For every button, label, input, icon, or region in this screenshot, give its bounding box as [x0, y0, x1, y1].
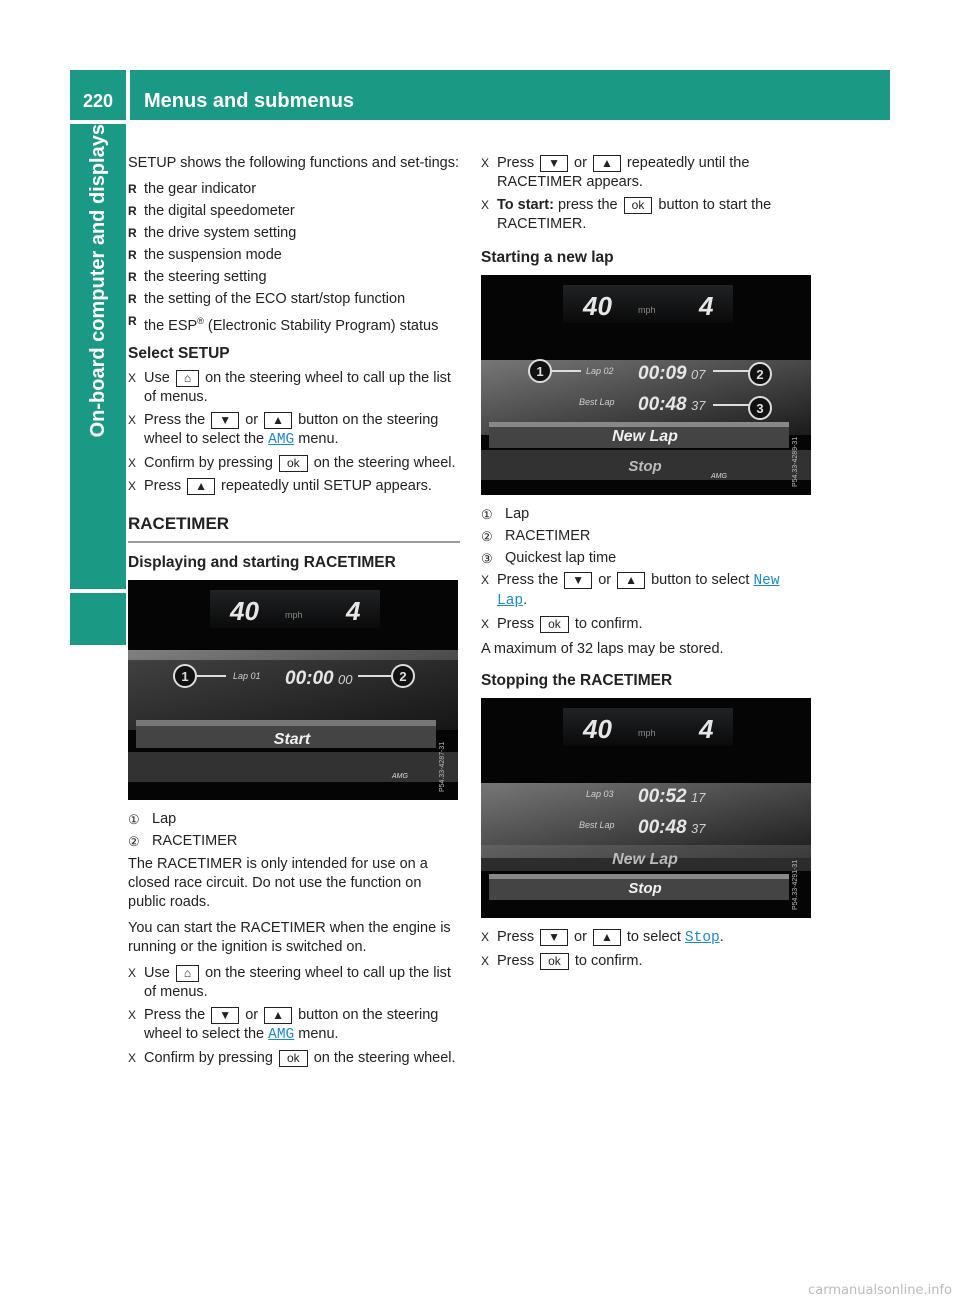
step: X Use ⌂ on the steering wheel to call up the list of menus.	[128, 369, 451, 405]
down-arrow-icon: ▼	[540, 155, 568, 172]
svg-text:3: 3	[756, 401, 764, 416]
svg-text:07: 07	[691, 367, 706, 382]
up-arrow-icon: ▲	[187, 478, 215, 495]
right-column	[481, 154, 811, 975]
svg-text:mph: mph	[638, 305, 656, 315]
svg-text:00:48: 00:48	[638, 394, 687, 415]
page-number: 220	[70, 70, 126, 120]
section-heading: RACETIMER	[128, 514, 460, 543]
ok-button-icon: ok	[279, 455, 308, 472]
ok-button-icon: ok	[279, 1050, 308, 1067]
down-arrow-icon: ▼	[540, 929, 568, 946]
svg-text:37: 37	[691, 821, 706, 836]
svg-text:P54.33-4289-31: P54.33-4289-31	[792, 436, 799, 487]
paragraph: You can start the RACETIMER when the engine is running or the ignition is switched on.	[128, 919, 451, 955]
down-arrow-icon: ▼	[564, 572, 592, 589]
step: X Confirm by pressing ok on the steering wheel.	[128, 454, 456, 471]
svg-text:Best Lap: Best Lap	[579, 820, 615, 830]
svg-text:1: 1	[181, 668, 189, 684]
svg-text:40: 40	[230, 595, 259, 626]
subheading: Displaying and starting RACETIMER	[128, 553, 396, 571]
svg-text:Start: Start	[273, 730, 311, 748]
svg-text:Lap 03: Lap 03	[586, 789, 614, 799]
svg-text:Stop: Stop	[628, 458, 662, 475]
list-item: R the steering setting	[128, 269, 267, 285]
sidebar-block	[70, 593, 126, 645]
up-arrow-icon: ▲	[264, 1007, 292, 1024]
left-column	[128, 154, 460, 1072]
paragraph: A maximum of 32 laps may be stored.	[481, 641, 724, 657]
step: X Use ⌂ on the steering wheel to call up the list of menus.	[128, 964, 451, 1000]
page-title: Menus and submenus	[144, 90, 355, 112]
step: X Press ok to confirm.	[481, 953, 643, 969]
svg-text:00:00: 00:00	[285, 667, 334, 689]
svg-text:AMG: AMG	[392, 772, 408, 780]
svg-text:4: 4	[699, 714, 714, 744]
svg-text:Lap 01: Lap 01	[233, 670, 261, 681]
svg-text:New Lap: New Lap	[612, 851, 678, 868]
svg-text:2: 2	[399, 668, 407, 684]
svg-text:P54.33-4291-31: P54.33-4291-31	[792, 859, 799, 910]
svg-text:1: 1	[536, 364, 544, 379]
list-item: R the suspension mode	[128, 247, 282, 263]
ok-button-icon: ok	[624, 197, 653, 214]
paragraph: The RACETIMER is only intended for use on a closed race circuit. Do not use the function on public roads.	[128, 855, 428, 910]
svg-text:37: 37	[691, 398, 706, 413]
select-setup-heading: Select SETUP	[128, 344, 230, 362]
racetimer-start-image	[128, 580, 458, 800]
svg-text:AMG: AMG	[711, 473, 727, 480]
svg-text:40: 40	[583, 714, 612, 744]
list-item: R the gear indicator	[128, 181, 257, 197]
list-item: R the digital speedometer	[128, 203, 295, 219]
up-arrow-icon: ▲	[617, 572, 645, 589]
ok-button-icon: ok	[540, 953, 569, 970]
sidebar-tab	[70, 124, 126, 589]
intro-text: SETUP shows the following functions and set-tings:	[128, 155, 459, 171]
down-arrow-icon: ▼	[211, 412, 239, 429]
step: X Confirm by pressing ok on the steering wheel.	[128, 1049, 456, 1066]
step: X To start: press the ok button to start the RACETIMER.	[481, 197, 772, 232]
stop-menu-link[interactable]: Stop	[684, 930, 720, 946]
svg-text:mph: mph	[285, 609, 303, 620]
svg-text:4: 4	[699, 291, 714, 321]
legend-item: ② RACETIMER	[481, 528, 591, 544]
svg-text:2: 2	[756, 367, 764, 382]
down-arrow-icon: ▼	[211, 1007, 239, 1024]
svg-text:New Lap: New Lap	[612, 428, 678, 445]
ok-button-icon: ok	[540, 616, 569, 633]
step: X Press ▼ or ▲ to select Stop.	[481, 929, 724, 946]
legend-item: ② RACETIMER	[128, 832, 238, 849]
svg-text:P54.33-4287-31: P54.33-4287-31	[439, 741, 446, 792]
page-header	[70, 70, 890, 120]
svg-text:mph: mph	[638, 728, 656, 738]
up-arrow-icon: ▲	[593, 155, 621, 172]
list-item: R the drive system setting	[128, 225, 297, 241]
subheading: Stopping the RACETIMER	[481, 672, 673, 689]
step: X Press ▲ repeatedly until SETUP appears.	[128, 477, 432, 494]
list-item: R the setting of the ECO start/stop function	[128, 291, 406, 307]
up-arrow-icon: ▲	[593, 929, 621, 946]
step: X Press the ▼ or ▲ button to select New Lap.	[481, 572, 780, 609]
svg-text:00:09: 00:09	[638, 363, 687, 384]
legend-item: ③ Quickest lap time	[481, 550, 617, 566]
sidebar-label: On-board computer and displays	[87, 124, 109, 438]
step: X Press ok to confirm.	[481, 616, 643, 632]
svg-text:Stop: Stop	[628, 880, 662, 897]
footer-watermark: carmanualsonline.info	[808, 1283, 952, 1298]
step: X Press ▼ or ▲ repeatedly until the RACETIMER appears.	[481, 155, 750, 190]
stop-racetimer-image	[481, 698, 811, 918]
up-arrow-icon: ▲	[264, 412, 292, 429]
svg-text:00: 00	[338, 671, 353, 687]
header-bar	[130, 70, 890, 120]
svg-text:Lap 02: Lap 02	[586, 366, 614, 376]
home-icon: ⌂	[176, 370, 199, 387]
amg-menu-link[interactable]: AMG	[268, 1026, 295, 1043]
home-icon: ⌂	[176, 965, 199, 982]
svg-text:4: 4	[346, 595, 361, 626]
svg-text:00:48: 00:48	[638, 817, 687, 838]
new-lap-image	[481, 275, 811, 495]
list-item: R the ESP® (Electronic Stability Program) status	[128, 314, 439, 334]
step: X Press the ▼ or ▲ button on the steering wheel to select the AMG menu.	[128, 1006, 439, 1043]
subheading: Starting a new lap	[481, 249, 614, 266]
new-lap-menu-link[interactable]: New Lap	[497, 573, 780, 609]
svg-text:Best Lap: Best Lap	[579, 397, 615, 407]
legend-item: ① Lap	[128, 810, 177, 827]
amg-menu-link[interactable]: AMG	[268, 431, 295, 448]
step: X Press the ▼ or ▲ button on the steering wheel to select the AMG menu.	[128, 411, 439, 448]
svg-text:40: 40	[583, 291, 612, 321]
legend-item: ① Lap	[481, 506, 530, 522]
svg-text:17: 17	[691, 790, 706, 805]
svg-text:00:52: 00:52	[638, 786, 687, 807]
